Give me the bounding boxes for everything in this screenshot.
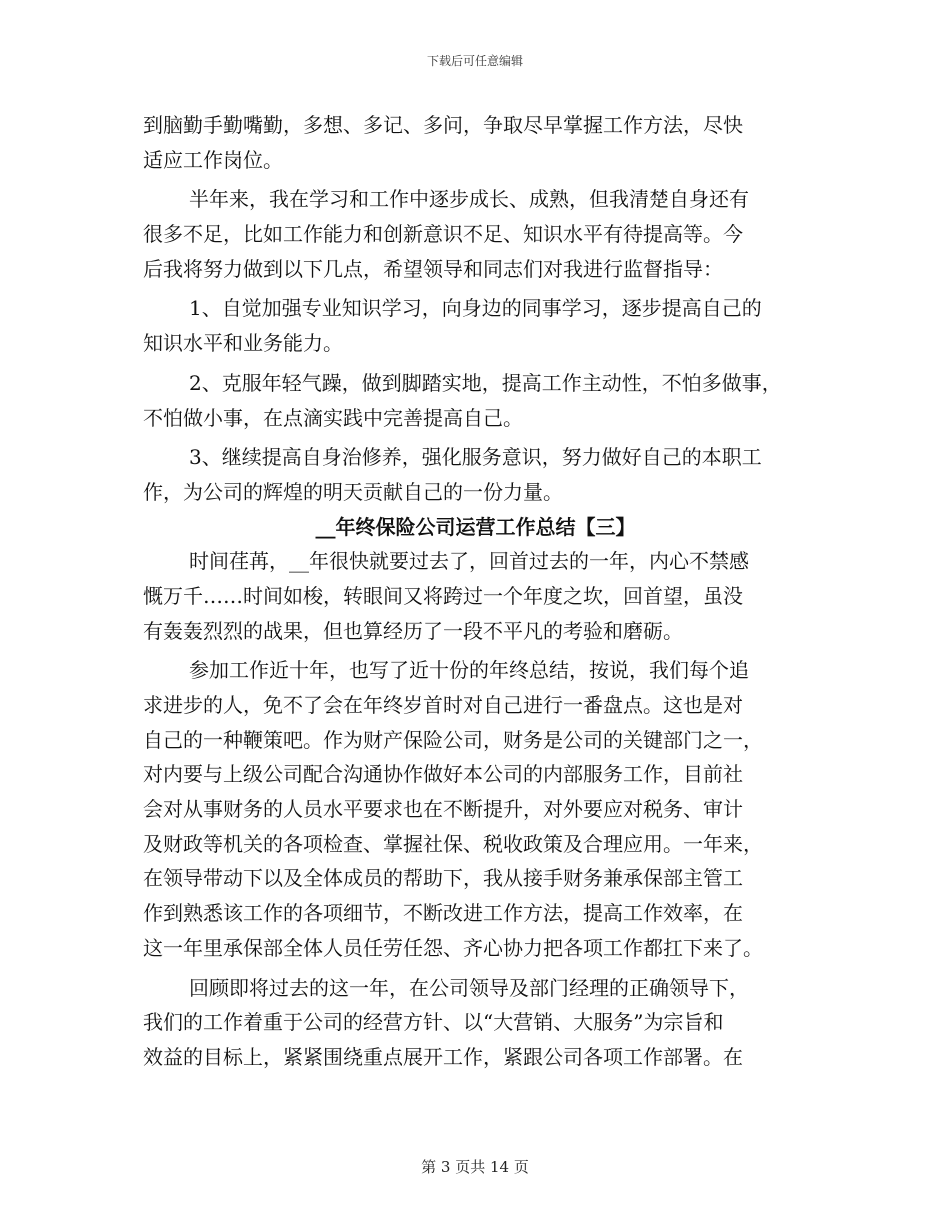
paragraph-line: 作到熟悉该工作的各项细节，不断改进工作方法，提高工作效率，在 — [143, 901, 743, 926]
paragraph-line: 对内要与上级公司配合沟通协作做好本公司的内部服务工作，目前社 — [143, 762, 743, 787]
paragraph-line: 参加工作近十年，也写了近十份的年终总结，按说，我们每个追 — [189, 658, 749, 683]
paragraph-line: 回顾即将过去的这一年，在公司领导及部门经理的正确领导下， — [189, 975, 749, 1000]
paragraph-line: 会对从事财务的人员水平要求也在不断提升，对外要应对税务、审计 — [143, 797, 743, 822]
list-item-line: 知识水平和业务能力。 — [143, 331, 343, 356]
paragraph-line: 我们的工作着重于公司的经营方针、以“大营销、大服务”为宗旨和 — [143, 1010, 724, 1035]
paragraph-line: 很多不足，比如工作能力和创新意识不足、知识水平有待提高等。今 — [143, 222, 743, 247]
list-item-line: 2、克服年轻气躁，做到脚踏实地，提高工作主动性，不怕多做事， — [189, 370, 782, 395]
paragraph-line: 半年来，我在学习和工作中逐步成长、成熟，但我清楚自身还有 — [189, 187, 749, 212]
list-item-line: 1、自觉加强专业知识学习，向身边的同事学习，逐步提高自己的 — [189, 296, 762, 321]
paragraph-line: 适应工作岗位。 — [143, 147, 283, 172]
paragraph-line: 慨万千……时间如梭，转眼间又将跨过一个年度之坎，回首望，虽没 — [143, 583, 743, 608]
paragraph-line: 后我将努力做到以下几点，希望领导和同志们对我进行监督指导： — [143, 256, 723, 281]
document-body — [143, 108, 808, 1075]
paragraph-line: 在领导带动下以及全体成员的帮助下，我从接手财务兼承保部主管工 — [143, 866, 743, 891]
paragraph-line: 有轰轰烈烈的战果，但也算经历了一段不平凡的考验和磨砺。 — [143, 618, 683, 643]
page-header: 下载后可任意编辑 — [426, 54, 523, 68]
list-item-line: 作，为公司的辉煌的明天贡献自己的一份力量。 — [143, 479, 563, 504]
paragraph-line: 求进步的人，免不了会在年终岁首时对自己进行一番盘点。这也是对 — [143, 693, 743, 717]
list-item-line: 3、继续提高自身治修养，强化服务意识，努力做好自己的本职工 — [189, 445, 762, 470]
paragraph-line: 这一年里承保部全体人员任劳任怨、齐心协力把各项工作都扛下来了。 — [143, 935, 763, 960]
list-item-line: 不怕做小事，在点滴实践中完善提高自己。 — [143, 405, 523, 430]
paragraph-line: 及财政等机关的各项检查、掌握社保、税收政策及合理应用。一年来， — [143, 831, 763, 856]
page-footer: 第 3 页共 14 页 — [421, 1158, 529, 1176]
paragraph-line: 自己的一种鞭策吧。作为财产保险公司，财务是公司的关键部门之一， — [143, 727, 763, 752]
paragraph-line: 时间荏苒，__年很快就要过去了，回首过去的一年，内心不禁感 — [189, 549, 749, 574]
section-title: __年终保险公司运营工作总结【三】 — [315, 514, 636, 539]
paragraph-line: 效益的目标上，紧紧围绕重点展开工作，紧跟公司各项工作部署。在 — [143, 1044, 743, 1069]
paragraph-line: 到脑勤手勤嘴勤，多想、多记、多问，争取尽早掌握工作方法，尽快 — [143, 113, 743, 137]
